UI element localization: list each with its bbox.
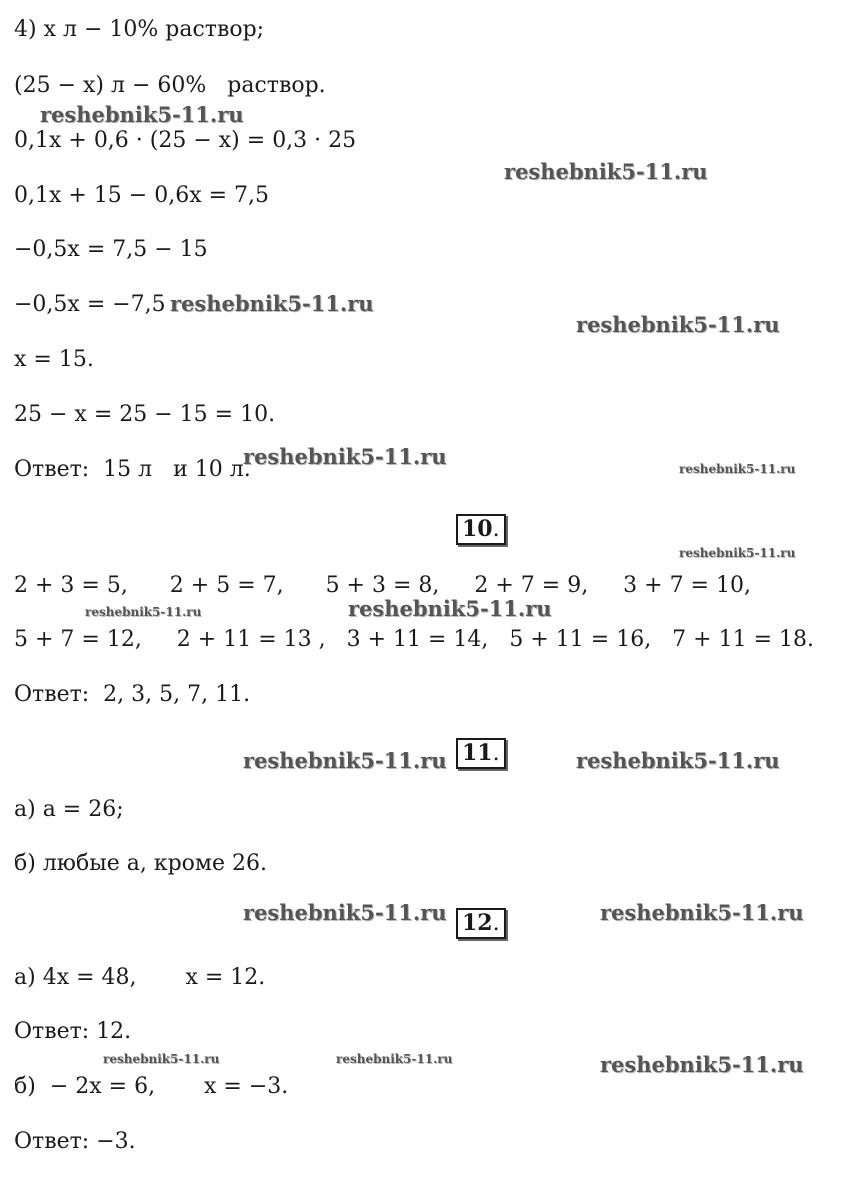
watermark: reshebnik5-11.ru [348, 596, 552, 621]
watermark: reshebnik5-11.ru [103, 1052, 220, 1066]
watermark: reshebnik5-11.ru [243, 444, 447, 469]
solution-line-13: а) a = 26; [14, 797, 124, 822]
answer-line-18: Ответ: −3. [14, 1129, 136, 1154]
solution-line-11: 5 + 7 = 12, 2 + 11 = 13 , 3 + 11 = 14, 5 + 11 = 16, 7 + 11 = 18. [14, 627, 814, 652]
solution-line-3: 0,1x + 0,6 · (25 − x) = 0,3 · 25 [14, 128, 357, 153]
watermark: reshebnik5-11.ru [170, 291, 374, 316]
watermark: reshebnik5-11.ru [85, 605, 202, 619]
problem-number-12: 12. [456, 908, 506, 939]
problem-number-10: 10. [456, 514, 506, 545]
solution-line-10: 2 + 3 = 5, 2 + 5 = 7, 5 + 3 = 8, 2 + 7 = 9, 3 + 7 = 10, [14, 573, 751, 598]
watermark: reshebnik5-11.ru [40, 102, 244, 127]
solution-line-4: 0,1x + 15 − 0,6x = 7,5 [14, 183, 270, 208]
solution-line-17: б) − 2x = 6, x = −3. [14, 1074, 289, 1099]
solution-line-5: −0,5x = 7,5 − 15 [14, 237, 208, 262]
watermark: reshebnik5-11.ru [243, 900, 447, 925]
solution-line-6: −0,5x = −7,5 [14, 292, 166, 317]
solution-line-8: 25 − x = 25 − 15 = 10. [14, 402, 276, 427]
watermark: reshebnik5-11.ru [679, 546, 796, 560]
watermark: reshebnik5-11.ru [600, 900, 804, 925]
watermark: reshebnik5-11.ru [600, 1052, 804, 1077]
watermark: reshebnik5-11.ru [336, 1052, 453, 1066]
solution-line-14: б) любые a, кроме 26. [14, 851, 268, 876]
solution-line-2: (25 − x) л − 60% раствор. [14, 73, 326, 98]
answer-line-12: Ответ: 2, 3, 5, 7, 11. [14, 682, 251, 707]
answer-line-16: Ответ: 12. [14, 1019, 132, 1044]
watermark: reshebnik5-11.ru [243, 748, 447, 773]
watermark: reshebnik5-11.ru [576, 312, 780, 337]
solution-line-7: x = 15. [14, 347, 94, 372]
watermark: reshebnik5-11.ru [576, 748, 780, 773]
answer-line-9: Ответ: 15 л и 10 л. [14, 457, 251, 482]
solution-line-1: 4) x л − 10% раствор; [14, 17, 265, 42]
watermark: reshebnik5-11.ru [504, 159, 708, 184]
problem-number-11: 11. [456, 738, 506, 769]
solution-line-15: а) 4x = 48, x = 12. [14, 965, 266, 990]
watermark: reshebnik5-11.ru [679, 462, 796, 476]
